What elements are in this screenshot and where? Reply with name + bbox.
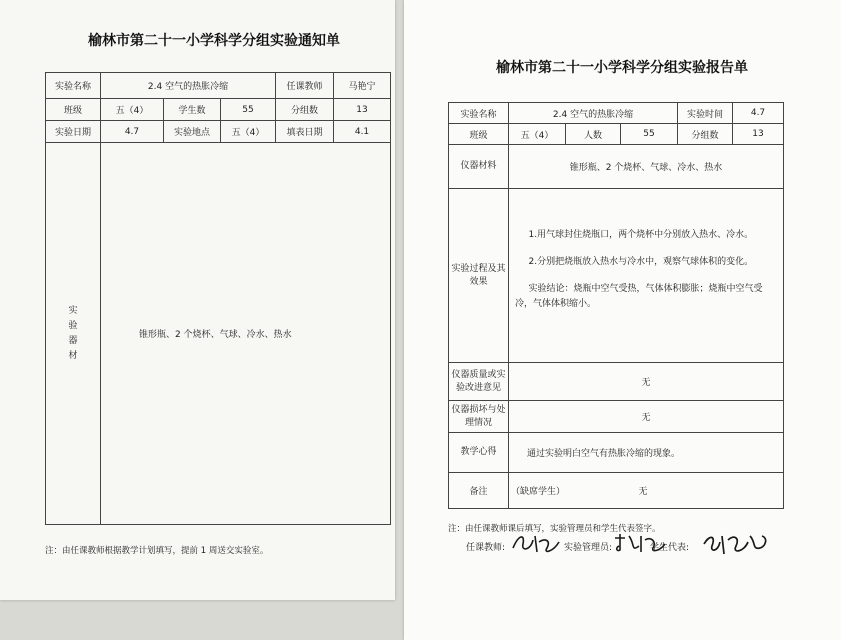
report-remark-cell [509, 473, 784, 509]
report-footnote: 注：由任课教师课后填写，实验管理员和学生代表签字。 [448, 524, 661, 534]
teacher-signature [509, 530, 567, 556]
report-materials-value: 锥形瓶、2 个烧杯、气球、冷水、热水 [509, 145, 784, 189]
notice-name-label: 实验名称 [46, 73, 101, 99]
notice-footnote: 注：由任课教师根据教学计划填写，提前 1 周送交实验室。 [45, 546, 269, 556]
notice-date-label: 实验日期 [46, 121, 101, 143]
report-people-label: 人数 [566, 124, 621, 145]
report-class-value: 五（4） [509, 124, 566, 145]
report-people-value: 55 [621, 124, 678, 145]
notice-filldate-value: 4.1 [334, 121, 391, 143]
report-title: 榆林市第二十一小学科学分组实验报告单 [496, 60, 748, 76]
notice-equipment-value: 锥形瓶、2 个烧杯、气球、冷水、热水 [101, 143, 391, 525]
report-class-label: 班级 [449, 124, 509, 145]
student-sign-label: 学生代表: [650, 543, 690, 553]
report-time-value: 4.7 [733, 103, 784, 124]
report-quality-label: 仪器质量或实验改进意见 [449, 363, 509, 401]
notice-date-value: 4.7 [101, 121, 164, 143]
notice-groups-value: 13 [334, 99, 391, 121]
report-insight-value: 通过实验明白空气有热胀冷缩的现象。 [509, 433, 784, 473]
report-time-label: 实验时间 [678, 103, 733, 124]
report-materials-label: 仪器材料 [449, 145, 509, 189]
notice-class-value: 五（4） [101, 99, 164, 121]
report-remark-label: 备注 [449, 473, 509, 509]
report-remark-note: （缺席学生） [511, 487, 566, 497]
report-table [448, 102, 784, 509]
teacher-sign-label: 任课教师: [466, 543, 506, 553]
report-quality-value: 无 [509, 363, 784, 401]
notice-place-value: 五（4） [221, 121, 276, 143]
report-process-label: 实验过程及其效果 [449, 189, 509, 363]
report-damage-label: 仪器损坏与处理情况 [449, 401, 509, 433]
notice-groups-label: 分组数 [276, 99, 334, 121]
process-conclusion: 实验结论：烧瓶中空气受热，气体体积膨胀；烧瓶中空气受冷，气体体积缩小。 [515, 283, 763, 309]
notice-students-value: 55 [221, 99, 276, 121]
notice-equipment-label: 实验器材 [46, 143, 101, 525]
report-insight-label: 教学心得 [449, 433, 509, 473]
notice-students-label: 学生数 [164, 99, 221, 121]
report-name-value: 2.4 空气的热胀冷缩 [509, 103, 678, 124]
notice-sheet [0, 0, 395, 600]
notice-place-label: 实验地点 [164, 121, 221, 143]
report-damage-value: 无 [509, 401, 784, 433]
notice-teacher-value: 马艳宁 [334, 73, 391, 99]
report-process-value [509, 189, 784, 363]
notice-filldate-label: 填表日期 [276, 121, 334, 143]
process-step-1: 1.用气球封住烧瓶口，两个烧杯中分别放入热水、冷水。 [528, 229, 754, 240]
notice-name-value: 2.4 空气的热胀冷缩 [101, 73, 276, 99]
notice-table [45, 72, 391, 525]
report-name-label: 实验名称 [449, 103, 509, 124]
notice-teacher-label: 任课教师 [276, 73, 334, 99]
student-signature [700, 528, 772, 558]
notice-class-label: 班级 [46, 99, 101, 121]
report-sheet [404, 0, 841, 640]
admin-sign-label: 实验管理员: [564, 543, 613, 553]
report-groups-value: 13 [733, 124, 784, 145]
notice-title: 榆林市第二十一小学科学分组实验通知单 [88, 33, 340, 49]
report-groups-label: 分组数 [678, 124, 733, 145]
process-step-2: 2.分别把烧瓶放入热水与冷水中，观察气球体积的变化。 [528, 256, 754, 267]
report-remark-value: 无 [638, 487, 648, 497]
